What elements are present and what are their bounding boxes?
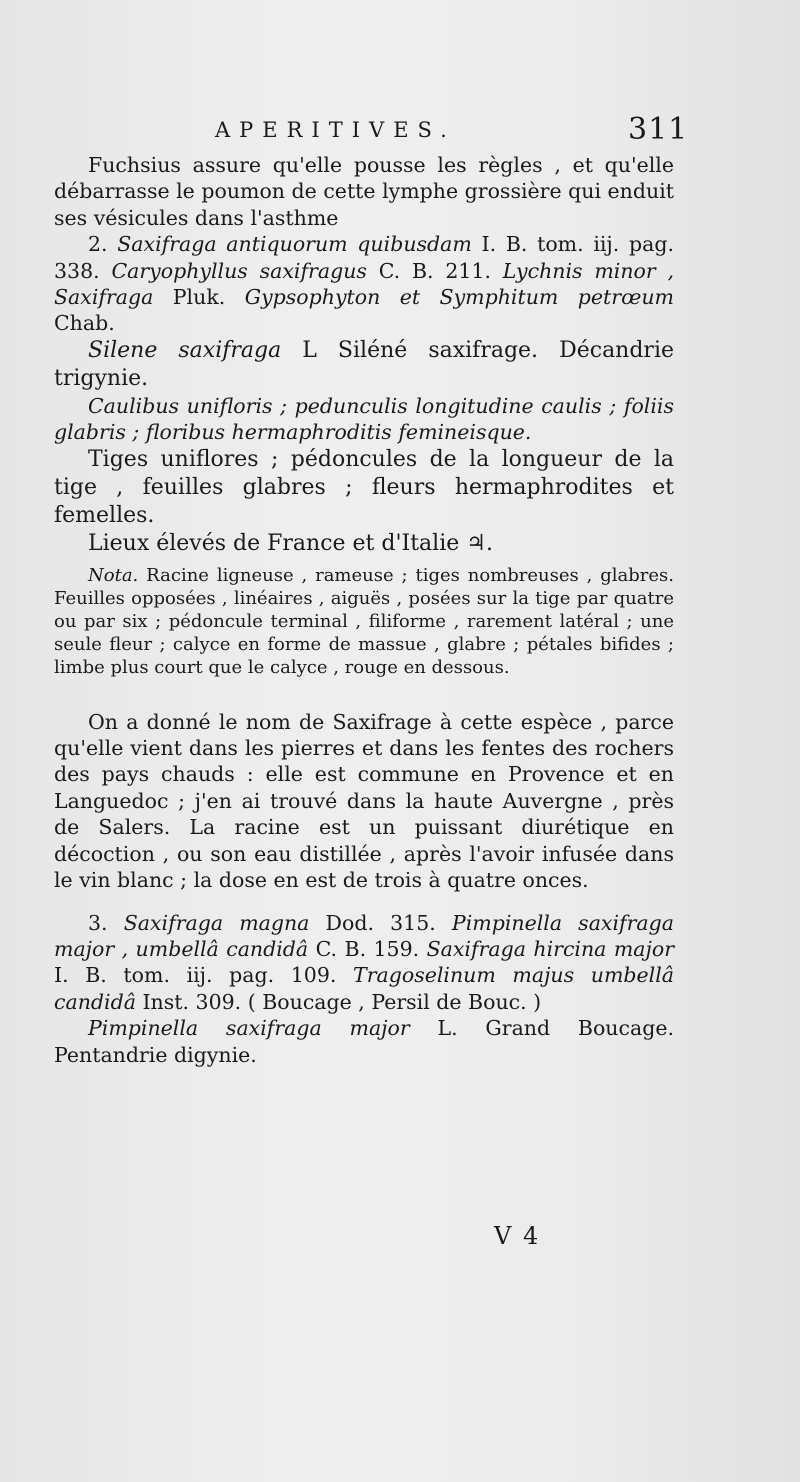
latin-name: Saxifraga antiquorum quibusdam [117, 232, 472, 257]
running-head: APERITIVES. [215, 118, 456, 142]
paragraph-fuchsius [54, 152, 674, 231]
signature-mark: V 4 [494, 1222, 541, 1250]
latin-name: Saxifraga magna [123, 910, 310, 935]
latin-name: Caryophyllus saxifragus [111, 258, 367, 283]
latin-description: Caulibus unifloris ; pedunculis longitudine caulis ; foliis glabris ; floribus hermaphroditis femineisque. [54, 393, 674, 445]
latin-name: Tragoselinum majus umbellâ candidâ [54, 963, 674, 1014]
classification: L. Grand Boucage. Pentandrie digynie. [54, 1016, 674, 1067]
page-body [54, 152, 674, 1068]
paragraph-french-description [54, 446, 674, 530]
reference: Inst. 309. ( Boucage , Persil de Bouc. ) [135, 989, 542, 1014]
latin-name: Gypsophyton et Symphitum petrœum [244, 285, 674, 310]
reference: I. B. tom. iij. pag. 338. [54, 232, 674, 283]
uses-text: On a donné le nom de Saxifrage à cette espèce , parce qu'elle vient dans les pierres et dans les fentes des rochers des pays chauds : elle est commune en Provence et en Languedoc ; j'en ai trouvé dans la haute Auvergne , près de Salers. La racine est un puissant diurétique en décoction , ou son eau distillée , après l'avoir infusée dans le vin blanc ; la dose en est de trois à quatre onces. [54, 709, 674, 893]
paragraph-nota [54, 564, 674, 679]
latin-name: Lychnis minor , Saxifraga [54, 258, 674, 310]
paragraph-habitat [54, 530, 674, 558]
latin-name: Pimpinella saxifraga major [88, 1016, 410, 1041]
reference: Dod. 315. [309, 910, 452, 935]
paragraph-species-2-synonyms [54, 231, 674, 337]
paragraph-grand-boucage [54, 1015, 674, 1068]
reference: I. B. tom. iij. pag. 109. [54, 963, 354, 988]
page-header [0, 112, 800, 152]
classification: L Siléné saxifrage. Décandrie trigynie. [54, 337, 675, 391]
page-number: 311 [628, 112, 689, 147]
latin-name: Silene saxifraga [88, 337, 282, 363]
nota-text: Racine ligneuse , rameuse ; tiges nombreuses , glabres. Feuilles opposées , linéaires , aiguës , posées sur la tige par quatre ou par six ; pédoncule terminal , filiforme , rarement latéral ; une seule fleur ; calyce en forme de massue , glabre ; pétales bifides ; limbe plus court que le calyce , rouge en dessous. [54, 564, 674, 678]
french-description: Tiges uniflores ; pédoncules de la longueur de la tige , feuilles glabres ; fleurs hermaphrodites et femelles. [54, 446, 674, 528]
latin-name: Pimpinella saxifraga major , umbellâ candidâ [54, 910, 674, 961]
habitat-text: Lieux élevés de France et d'Italie ♃. [88, 530, 493, 556]
reference: C. B. 211. [366, 258, 503, 283]
paragraph-saxifrage-uses [54, 709, 674, 894]
paragraph-fuchsius-text: Fuchsius assure qu'elle pousse les règles , et qu'elle débarrasse le poumon de cette lymphe grossière qui enduit ses vésicules dans l'asthme [54, 153, 674, 230]
nota-label: Nota. [88, 564, 139, 586]
reference: C. B. 159. [308, 936, 427, 961]
latin-name: Saxifraga hircina major [426, 936, 674, 961]
species-number: 3. [88, 910, 108, 935]
paragraph-latin-description [54, 393, 674, 446]
reference: Chab. [54, 311, 115, 336]
paragraph-species-3-synonyms [54, 910, 674, 1016]
paragraph-linnaean-name [54, 337, 674, 393]
species-number: 2. [88, 232, 108, 257]
reference: Pluk. [153, 285, 245, 310]
